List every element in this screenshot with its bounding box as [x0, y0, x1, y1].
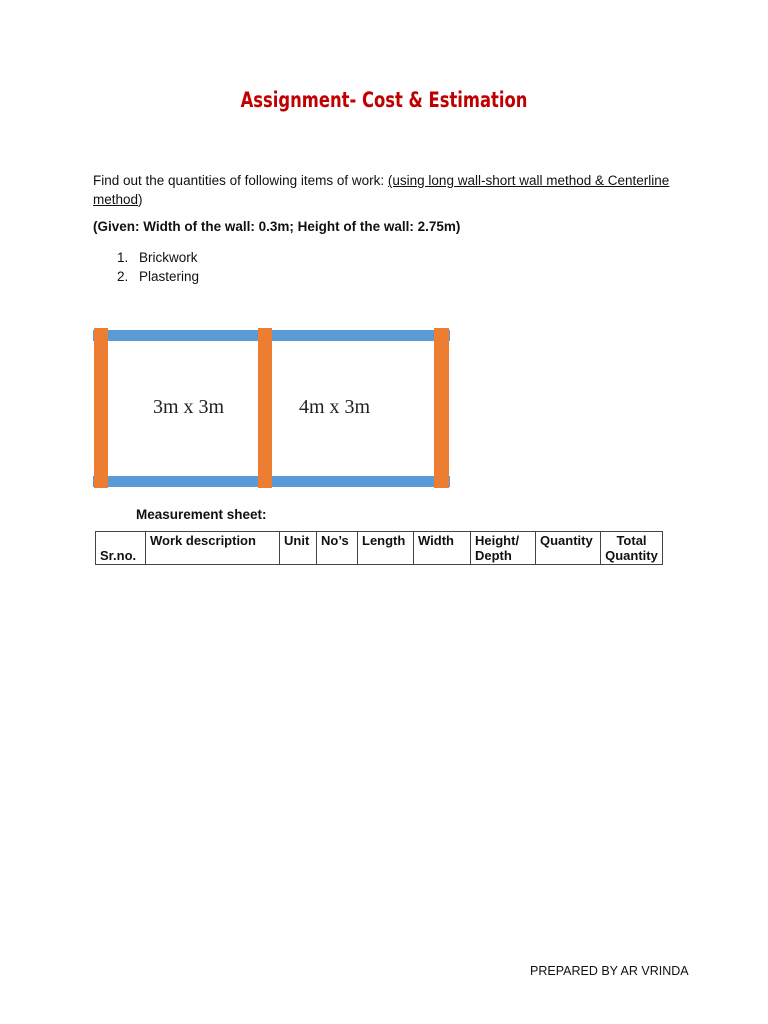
intro-paragraph	[93, 171, 673, 209]
list-item	[117, 267, 199, 286]
measurement-sheet-table	[95, 531, 663, 565]
given-text: (Given: Width of the wall: 0.3m; Height of the wall: 2.75m)	[93, 219, 461, 234]
floor-plan-diagram	[93, 328, 450, 488]
intro-method-text: (using long wall-short wall method & Centerline method	[93, 173, 670, 207]
list-item-label: Plastering	[139, 269, 200, 284]
header-height-depth	[471, 532, 536, 565]
table-header-row	[96, 532, 663, 565]
short-wall-right	[434, 328, 449, 488]
list-item-label: Brickwork	[139, 250, 198, 265]
header-total-line2: Quantity	[605, 548, 658, 563]
footer-credit: PREPARED BY AR VRINDA	[530, 964, 689, 978]
list-item	[117, 248, 199, 267]
header-quantity: Quantity	[536, 532, 601, 565]
room-2-label: 4m x 3m	[299, 396, 371, 418]
items-list	[117, 248, 199, 286]
header-total-line1: Total	[616, 533, 647, 548]
header-unit: Unit	[280, 532, 317, 565]
room-1-label: 3m x 3m	[153, 396, 225, 418]
short-wall-left	[94, 328, 108, 488]
page-title: Assignment- Cost & Estimation	[240, 88, 528, 112]
header-width: Width	[414, 532, 471, 565]
short-wall-middle	[258, 328, 272, 488]
header-work-description: Work description	[146, 532, 280, 565]
header-srno: Sr.no.	[96, 532, 146, 565]
header-height-line2: Depth	[475, 548, 512, 563]
header-height-line1: Height/	[475, 533, 520, 548]
measurement-sheet-title: Measurement sheet:	[136, 507, 267, 522]
header-nos: No’s	[317, 532, 358, 565]
header-total-quantity	[601, 532, 663, 565]
list-item-number: 1.	[117, 250, 129, 265]
header-length: Length	[358, 532, 414, 565]
intro-suffix: )	[138, 192, 143, 207]
list-item-number: 2.	[117, 269, 129, 284]
intro-text: Find out the quantities of following items of work:	[93, 173, 388, 188]
